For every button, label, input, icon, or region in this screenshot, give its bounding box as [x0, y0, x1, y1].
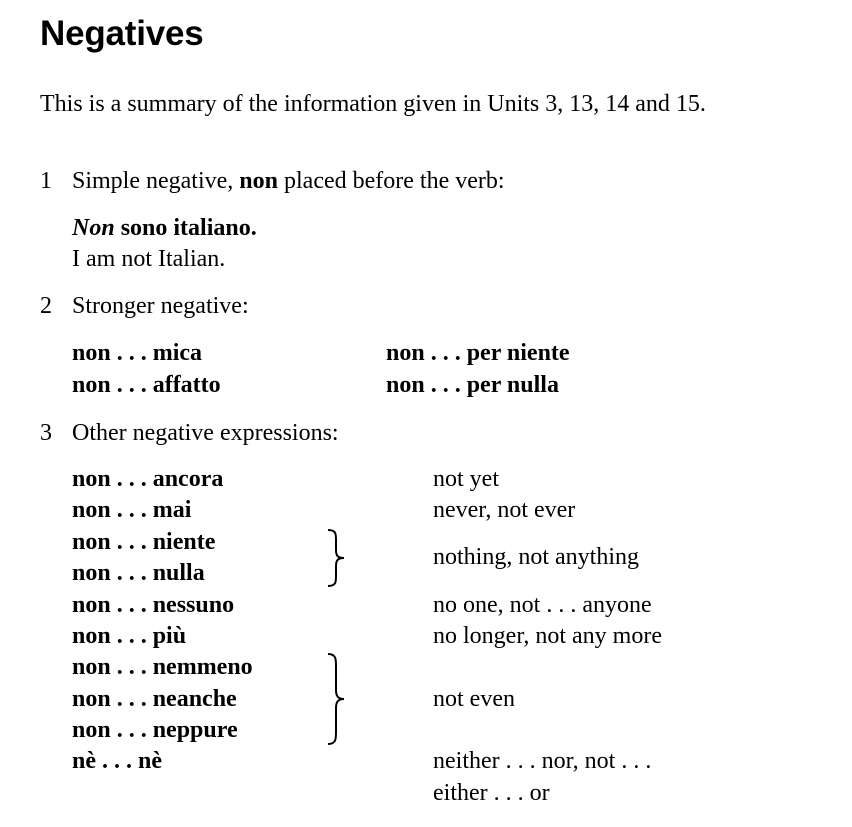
expression-item: non . . . neanche — [72, 686, 237, 712]
expression-item: non . . . più — [72, 623, 187, 649]
section2-heading: Stronger negative: — [72, 293, 249, 319]
section1-number: 1 — [40, 168, 52, 194]
expression-item: non . . . nulla — [72, 560, 205, 586]
section1-example — [72, 215, 257, 242]
brace-icon — [322, 652, 352, 746]
section1-example-rest: sono italiano. — [114, 215, 257, 241]
section1-text-pre: Simple negative, — [72, 168, 240, 194]
section3-heading: Other negative expressions: — [72, 420, 339, 446]
section1-heading — [72, 168, 505, 195]
meaning-item: never, not ever — [433, 497, 576, 523]
section2-item: non . . . mica — [72, 340, 203, 366]
section1-translation: I am not Italian. — [72, 246, 226, 272]
expression-item: non . . . ancora — [72, 466, 224, 492]
expression-item: non . . . neppure — [72, 717, 238, 743]
section2-item: non . . . per niente — [386, 340, 570, 366]
expression-item: non . . . nemmeno — [72, 654, 253, 680]
section3-number: 3 — [40, 420, 52, 446]
intro-paragraph: This is a summary of the information given in Units 3, 13, 14 and 15. — [40, 91, 706, 117]
section2-number: 2 — [40, 293, 52, 319]
section1-example-italic: Non — [72, 215, 115, 241]
brace-icon — [322, 528, 352, 588]
meaning-item: nothing, not anything — [433, 544, 639, 570]
section2-item: non . . . affatto — [72, 372, 221, 398]
section1-text-bold: non — [239, 168, 278, 194]
expression-item: nè . . . nè — [72, 748, 162, 774]
page-title: Negatives — [40, 14, 204, 53]
meaning-item: no longer, not any more — [433, 623, 662, 649]
meaning-item: not even — [433, 686, 515, 712]
meaning-item: not yet — [433, 466, 499, 492]
section1-text-post: placed before the verb: — [278, 168, 505, 194]
meaning-item: neither . . . nor, not . . . — [433, 748, 652, 774]
meaning-item: either . . . or — [433, 780, 550, 806]
expression-item: non . . . niente — [72, 529, 216, 555]
expression-item: non . . . mai — [72, 497, 192, 523]
meaning-item: no one, not . . . anyone — [433, 592, 652, 618]
section2-item: non . . . per nulla — [386, 372, 559, 398]
expression-item: non . . . nessuno — [72, 592, 235, 618]
